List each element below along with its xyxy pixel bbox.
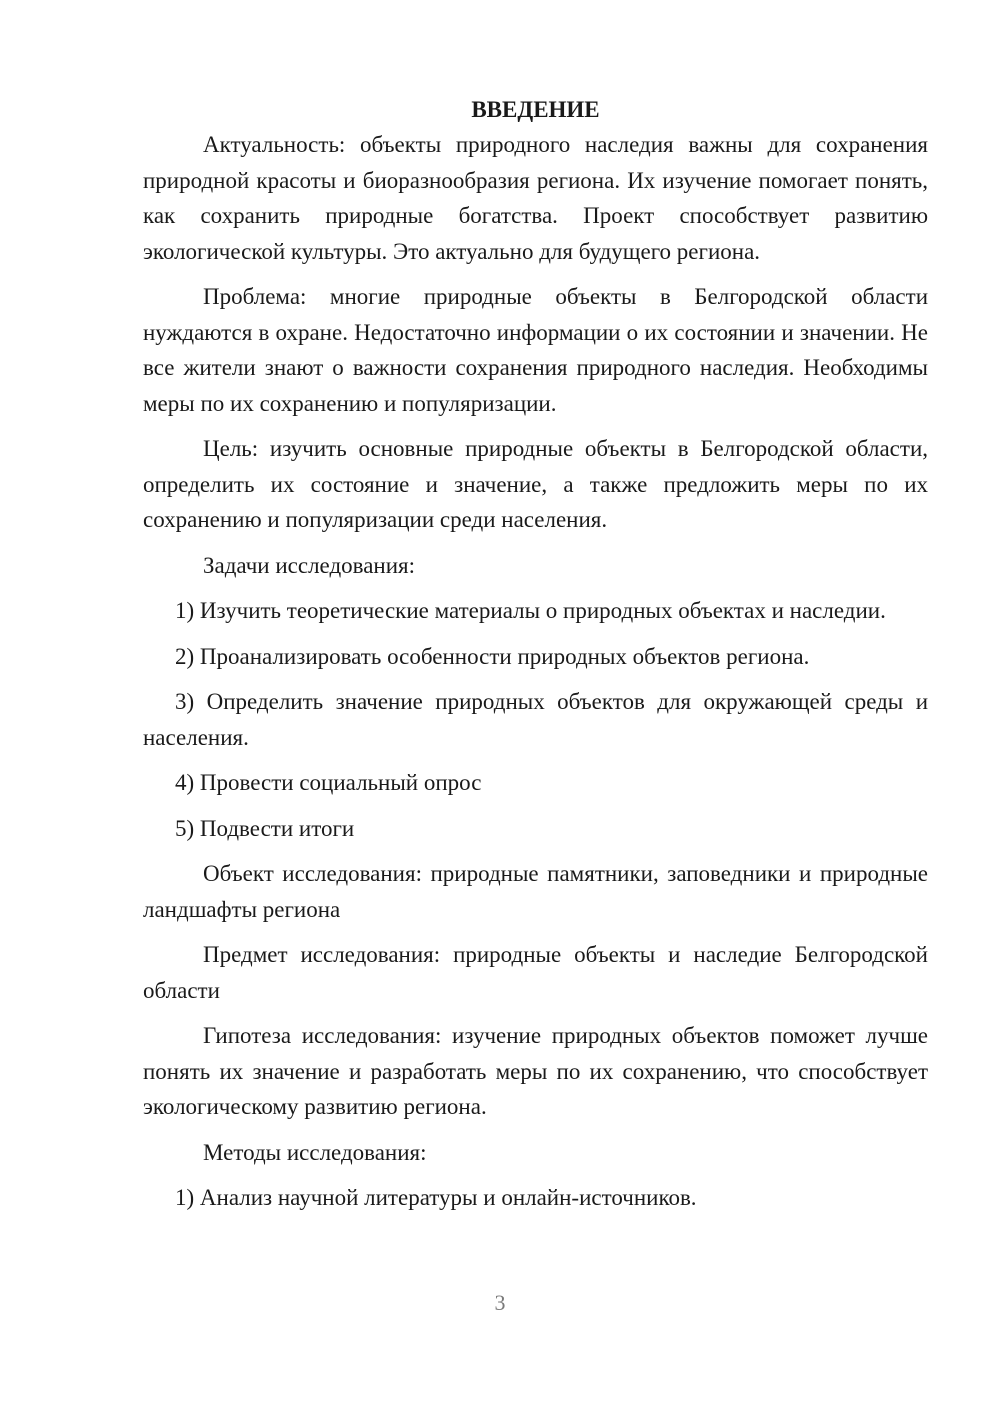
document-page — [143, 92, 928, 1216]
methods-heading: Методы исследования: — [203, 1139, 427, 1165]
page-number: 3 — [494, 1290, 506, 1315]
tasks-heading: Задачи исследования: — [203, 552, 416, 578]
problem-paragraph: Проблема: многие природные объекты в Белгородской области нуждаются в охране. Недостаточно информации о их состоянии и значении. Не все жители знают о важности сохранения природного наследия. Необходимы меры по их сохранению и популяризации. — [143, 284, 928, 416]
task-item-1: 1) Изучить теоретические материалы о природных объектах и наследии. — [175, 598, 886, 623]
goal-paragraph: Цель: изучить основные природные объекты в Белгородской области, определить их состояние и значение, а также предложить меры по их сохранению и популяризации среди населения. — [143, 436, 928, 532]
hypothesis-paragraph: Гипотеза исследования: изучение природных объектов поможет лучше понять их значение и разработать меры по их сохранению, что способствует экологическому развитию региона. — [143, 1023, 928, 1119]
task-item-2: 2) Проанализировать особенности природных объектов региона. — [175, 643, 810, 669]
method-item-1: 1) Анализ научной литературы и онлайн-источников. — [175, 1185, 697, 1210]
section-title: ВВЕДЕНИЕ — [471, 97, 600, 122]
research-subject-paragraph: Предмет исследования: природные объекты и наследие Белгородской области — [143, 942, 928, 1003]
task-item-5: 5) Подвести итоги — [175, 815, 355, 841]
relevance-paragraph: Актуальность: объекты природного наследия важны для сохранения природной красоты и биоразнообразия региона. Их изучение помогает понять, как сохранить природные богатства. Проект способствует развитию экологической культуры. Это актуально для будущего региона. — [143, 132, 928, 264]
research-object-paragraph: Объект исследования: природные памятники, заповедники и природные ландшафты региона — [143, 861, 928, 922]
task-item-3: 3) Определить значение природных объектов для окружающей среды и населения. — [143, 689, 928, 750]
task-item-4: 4) Провести социальный опрос — [175, 770, 482, 795]
